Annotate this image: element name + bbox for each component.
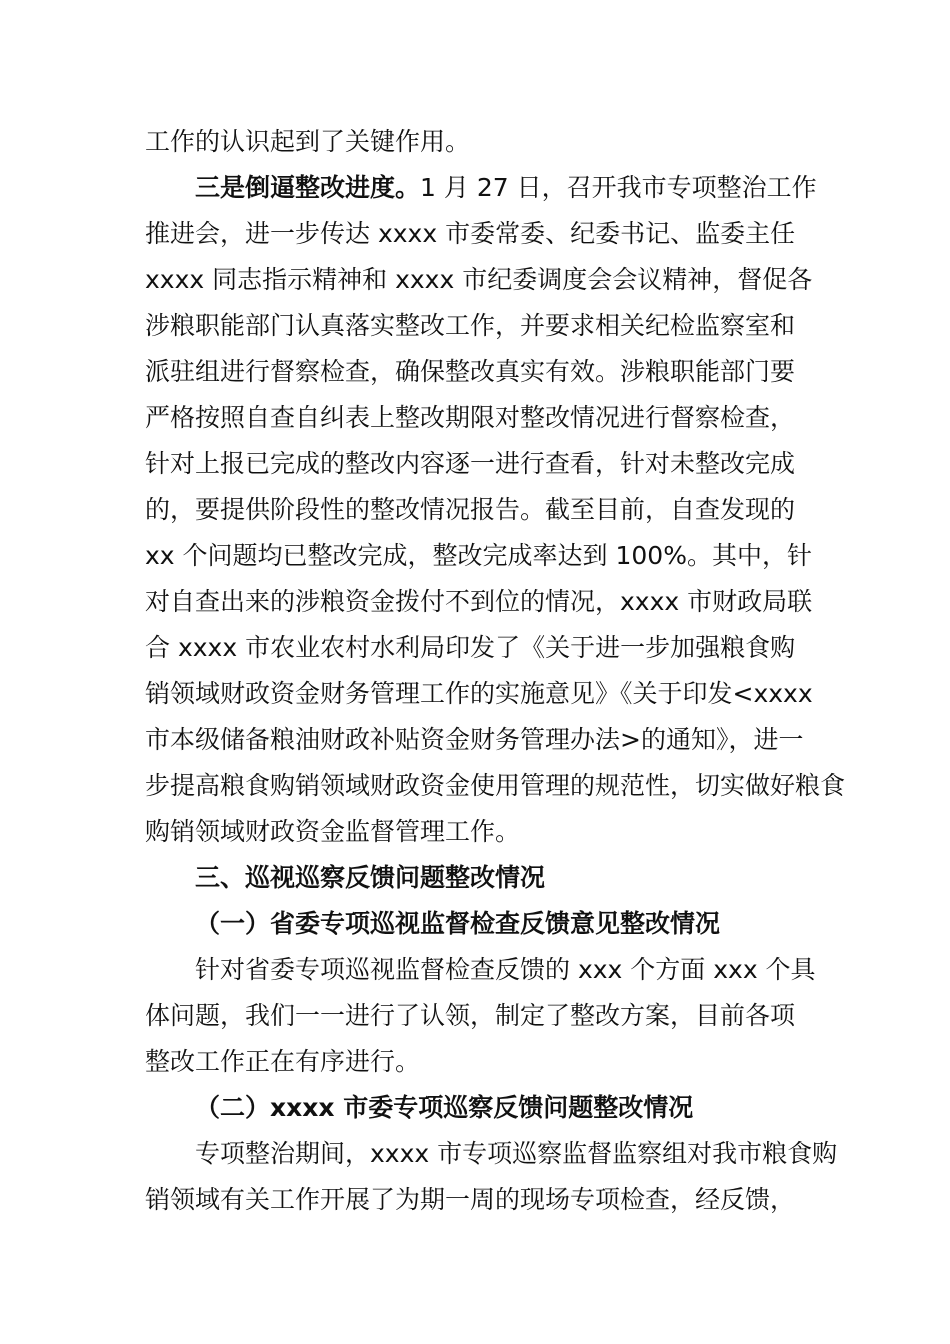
paragraph-line: 销领域财政资金财务管理工作的实施意见》《关于印发<xxxx: [145, 679, 813, 708]
subsection-heading: （一）省委专项巡视监督检查反馈意见整改情况: [195, 909, 721, 938]
paragraph-line: [195, 173, 895, 203]
paragraph-text: 1 月 27 日，召开我市专项整治工作: [420, 173, 817, 202]
paragraph-line: xxxx 同志指示精神和 xxxx 市纪委调度会会议精神，督促各: [145, 265, 813, 294]
paragraph-line: 针对上报已完成的整改内容逐一进行查看，针对未整改完成: [145, 449, 796, 478]
paragraph-line: xx 个问题均已整改完成，整改完成率达到 100%。其中，针: [145, 541, 812, 570]
subsection-heading: （二）xxxx 市委专项巡察反馈问题整改情况: [195, 1093, 694, 1122]
lead-in-bold: 三是倒逼整改进度。: [195, 173, 421, 202]
paragraph-line: 步提高粮食购销领域财政资金使用管理的规范性，切实做好粮食: [145, 771, 846, 800]
paragraph-line: 专项整治期间，xxxx 市专项巡察监督监察组对我市粮食购: [195, 1139, 838, 1168]
paragraph-line: 的，要提供阶段性的整改情况报告。截至目前，自查发现的: [145, 495, 796, 524]
paragraph-line: 购销领域财政资金监督管理工作。: [145, 817, 521, 846]
paragraph-line: 体问题，我们一一进行了认领，制定了整改方案，目前各项: [145, 1001, 796, 1030]
paragraph-line: 对自查出来的涉粮资金拨付不到位的情况，xxxx 市财政局联: [145, 587, 813, 616]
paragraph-line: 严格按照自查自纠表上整改期限对整改情况进行督察检查，: [145, 403, 796, 432]
section-heading: 三、巡视巡察反馈问题整改情况: [195, 863, 546, 892]
paragraph-line: 市本级储备粮油财政补贴资金财务管理办法>的通知》，进一: [145, 725, 804, 754]
paragraph-line: 涉粮职能部门认真落实整改工作，并要求相关纪检监察室和: [145, 311, 796, 340]
paragraph-line: 合 xxxx 市农业农村水利局印发了《关于进一步加强粮食购: [145, 633, 796, 662]
paragraph-line: 针对省委专项巡视监督检查反馈的 xxx 个方面 xxx 个具: [195, 955, 816, 984]
paragraph-line: 工作的认识起到了关键作用。: [145, 127, 471, 156]
paragraph-line: 销领域有关工作开展了为期一周的现场专项检查，经反馈，: [145, 1185, 796, 1214]
paragraph-line: 整改工作正在有序进行。: [145, 1047, 421, 1076]
paragraph-line: 派驻组进行督察检查，确保整改真实有效。涉粮职能部门要: [145, 357, 796, 386]
paragraph-line: 推进会，进一步传达 xxxx 市委常委、纪委书记、监委主任: [145, 219, 796, 248]
